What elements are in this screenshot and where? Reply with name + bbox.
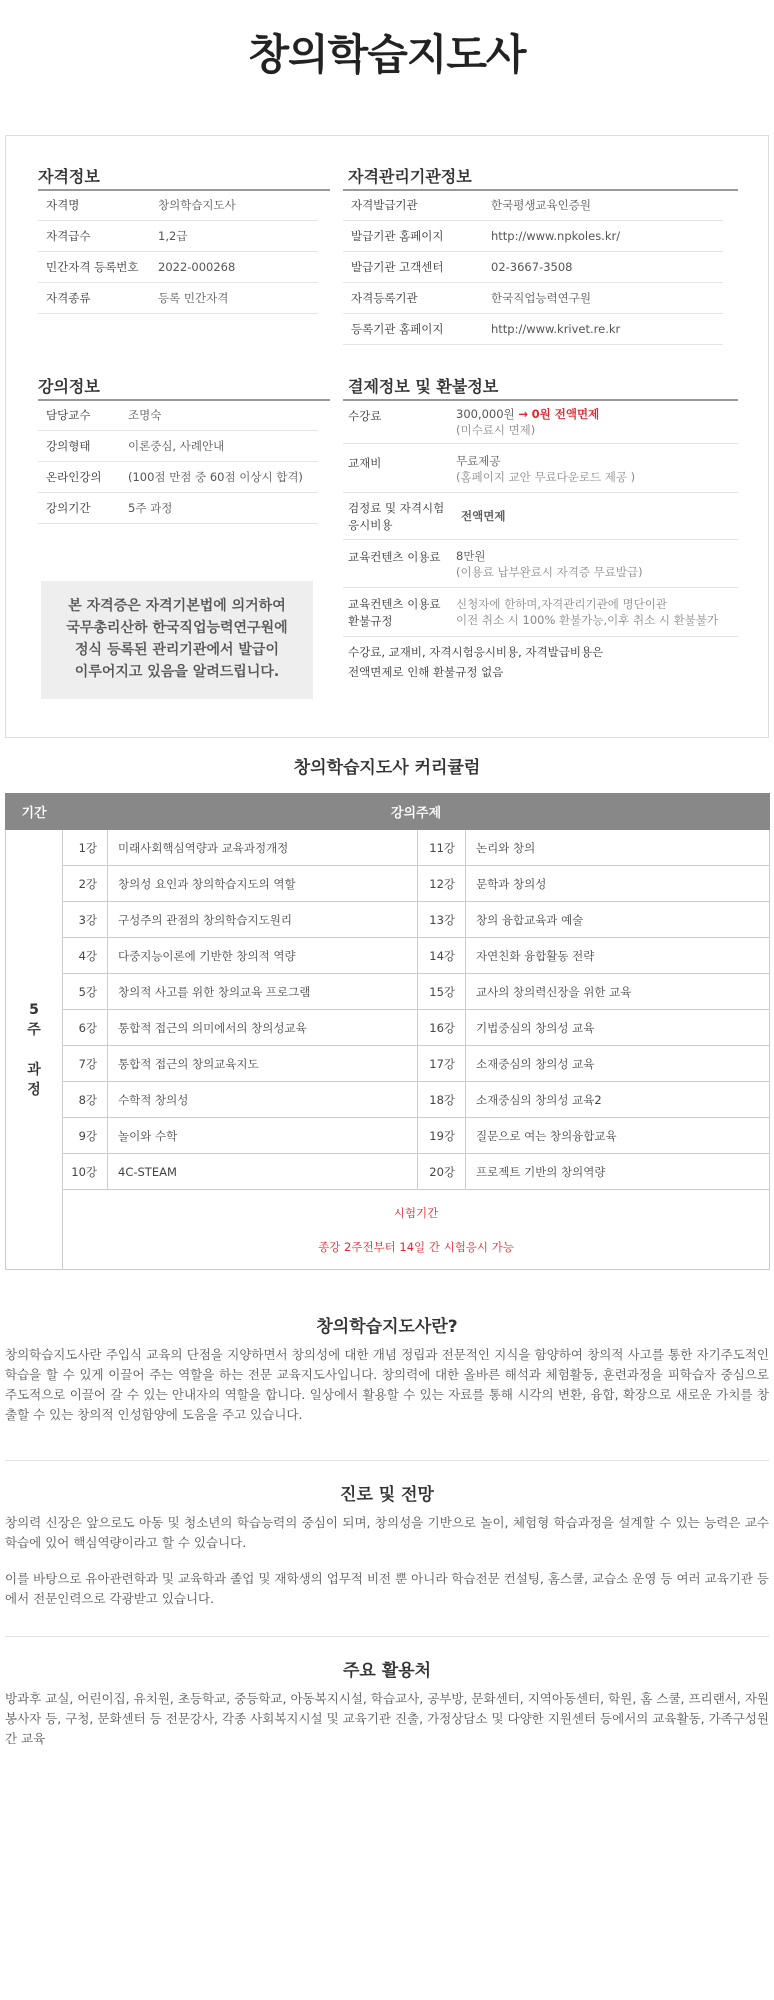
certificate-notice: 본 자격증은 자격기본법에 의거하여 국무총리산하 한국직업능력연구원에 정식 등록된 관리기관에서 발급이 이루어지고 있음을 알려드립니다.: [41, 581, 313, 699]
org-heading: 자격관리기관정보: [348, 167, 472, 186]
org-row: 등록기관 홈페이지 http://www.krivet.re.kr: [343, 314, 723, 345]
lesson-topic: 질문으로 여는 창의융합교육: [466, 1118, 770, 1154]
about-title: 창의학습지도사란?: [316, 1317, 458, 1337]
lesson-topic: 수학적 창의성: [108, 1082, 418, 1118]
qual-row: 자격명 창의학습지도사: [38, 190, 318, 221]
org-row: 발급기관 홈페이지 http://www.npkoles.kr/: [343, 221, 723, 252]
lesson-number: 10강: [63, 1154, 108, 1190]
lesson-topic: 미래사회핵심역량과 교육과정개정: [108, 830, 418, 866]
lesson-number: 20강: [418, 1154, 466, 1190]
lesson-number: 5강: [63, 974, 108, 1010]
lesson-number: 3강: [63, 902, 108, 938]
pay-row-refund: 교육컨텐츠 이용료 환불규정 신청자에 한하며,자격관리기관에 명단이관 이전 취소 시 100% 환불가능,이후 취소 시 환불불가: [343, 589, 738, 637]
lesson-topic: 자연친화 융합활동 전략: [466, 938, 770, 974]
issuer-homepage-link[interactable]: http://www.npkoles.kr/: [491, 229, 621, 243]
career-paragraph-1: 창의력 신장은 앞으로도 아동 및 청소년의 학습능력의 중심이 되며, 창의성을 기반으로 놀이, 체험형 학습과정을 설계할 수 있는 능력은 교수 학습에 있어 핵심역량이라고 할 수 있습니다.: [5, 1515, 769, 1550]
table-row: [6, 1082, 770, 1118]
lesson-number: 12강: [418, 866, 466, 902]
org-row: 자격등록기관 한국직업능력연구원: [343, 283, 723, 314]
lesson-number: 6강: [63, 1010, 108, 1046]
period-cell: 5 주 과 정: [6, 830, 63, 1270]
lesson-topic: 소재중심의 창의성 교육: [466, 1046, 770, 1082]
lesson-number: 14강: [418, 938, 466, 974]
lesson-topic: 창의 융합교육과 예술: [466, 902, 770, 938]
table-row: [6, 1010, 770, 1046]
exam-title: 시험기간: [393, 1205, 439, 1220]
lesson-number: 4강: [63, 938, 108, 974]
table-row: [6, 1154, 770, 1190]
org-row: 자격발급기관 한국평생교육인증원: [343, 190, 723, 221]
lesson-topic: 기법중심의 창의성 교육: [466, 1010, 770, 1046]
career-paragraph-2: 이를 바탕으로 유아관련학과 및 교육학과 졸업 및 재학생의 업무적 비전 뿐 아니라 학습전문 컨설팅, 홈스쿨, 교습소 운영 등 여러 교육기관 등에서 전문인력으로 각광받고 있습니다.: [5, 1571, 769, 1606]
lecture-row: 강의형태 이론중심, 사례안내: [38, 431, 318, 462]
lesson-topic: 창의적 사고를 위한 창의교육 프로그램: [108, 974, 418, 1010]
exam-row: [6, 1190, 770, 1270]
lesson-topic: 통합적 접근의 창의교육지도: [108, 1046, 418, 1082]
lesson-number: 19강: [418, 1118, 466, 1154]
career-title: 진로 및 전망: [340, 1485, 434, 1505]
org-row: 발급기관 고객센터 02-3667-3508: [343, 252, 723, 283]
lesson-number: 18강: [418, 1082, 466, 1118]
qual-row: 자격종류 등록 민간자격: [38, 283, 318, 314]
lesson-number: 8강: [63, 1082, 108, 1118]
lecture-row: 강의기간 5주 과정: [38, 493, 318, 524]
refund-footnote: 수강료, 교재비, 자격시험응시비용, 자격발급비용은 전액면제로 인해 환불규정 없음: [348, 645, 604, 679]
lesson-number: 15강: [418, 974, 466, 1010]
lesson-topic: 논리와 창의: [466, 830, 770, 866]
curriculum-header-row: [6, 794, 770, 830]
page-title: 창의학습지도사: [248, 30, 526, 79]
registrar-homepage-link[interactable]: http://www.krivet.re.kr: [491, 322, 621, 336]
info-box: [5, 135, 769, 738]
qual-row: 민간자격 등록번호 2022-000268: [38, 252, 318, 283]
payment-heading: 결제정보 및 환불정보: [348, 377, 499, 396]
lecture-row: 온라인강의 (100점 만점 중 60점 이상시 합격): [38, 462, 318, 493]
lesson-topic: 4C-STEAM: [108, 1154, 418, 1190]
lesson-topic: 놀이와 수학: [108, 1118, 418, 1154]
pay-row-material: 교재비 무료제공 (홈페이지 교안 무료다운로드 제공 ): [343, 445, 738, 493]
divider: [5, 1460, 769, 1461]
curriculum-table: [5, 793, 770, 1270]
curriculum-title: 창의학습지도사 커리큘럼: [293, 758, 481, 778]
lesson-topic: 프로젝트 기반의 창의역량: [466, 1154, 770, 1190]
pay-row-content: 교육컨텐츠 이용료 8만원 (이용료 납부완료시 자격증 무료발급): [343, 541, 738, 588]
table-row: [6, 1046, 770, 1082]
lesson-number: 13강: [418, 902, 466, 938]
table-row: [6, 938, 770, 974]
lesson-number: 9강: [63, 1118, 108, 1154]
exam-period-cell: [63, 1190, 770, 1270]
lesson-number: 17강: [418, 1046, 466, 1082]
usage-title: 주요 활용처: [342, 1661, 432, 1681]
lesson-topic: 구성주의 관점의 창의학습지도원리: [108, 902, 418, 938]
lesson-topic: 통합적 접근의 의미에서의 창의성교육: [108, 1010, 418, 1046]
table-row: [6, 1118, 770, 1154]
qual-heading: 자격정보: [38, 167, 100, 186]
table-row: [6, 866, 770, 902]
table-row: [6, 974, 770, 1010]
exam-note: 종강 2주전부터 14일 간 시험응시 가능: [318, 1239, 514, 1254]
lesson-number: 1강: [63, 830, 108, 866]
usage-body: 방과후 교실, 어린이집, 유치원, 초등학교, 중등학교, 아동복지시설, 학습교사, 공부방, 문화센터, 지역아동센터, 학원, 홈 스쿨, 프리랜서, 자원봉사자 등, 구청, 문화센터 등 전문강사, 각종 사회복지시설 및 교육기관 진출, 가정상담소 및 다양한 지원센터 등에서의 교육활동, 가족구성원 간 교육: [5, 1691, 769, 1746]
col-period: 기간: [6, 794, 63, 830]
lecture-row: 담당교수 조명숙: [38, 400, 318, 431]
lesson-topic: 문학과 창의성: [466, 866, 770, 902]
table-row: [6, 830, 770, 866]
divider: [5, 1636, 769, 1637]
lesson-topic: 교사의 창의력신장을 위한 교육: [466, 974, 770, 1010]
lesson-number: 7강: [63, 1046, 108, 1082]
qual-row: 자격급수 1,2급: [38, 221, 318, 252]
lesson-topic: 다중지능이론에 기반한 창의적 역량: [108, 938, 418, 974]
lesson-topic: 소재중심의 창의성 교육2: [466, 1082, 770, 1118]
lesson-number: 16강: [418, 1010, 466, 1046]
table-row: [6, 902, 770, 938]
lesson-number: 2강: [63, 866, 108, 902]
pay-row-exam: 검정료 및 자격시험 응시비용 전액면제: [343, 494, 738, 540]
col-topic: 강의주제: [63, 794, 770, 830]
lesson-topic: 창의성 요인과 창의학습지도의 역할: [108, 866, 418, 902]
lecture-heading: 강의정보: [38, 377, 100, 396]
lesson-number: 11강: [418, 830, 466, 866]
pay-row-tuition: 수강료 300,000원 → 0원 전액면제 (미수료시 면제): [343, 400, 738, 444]
about-body: 창의학습지도사란 주입식 교육의 단점을 지양하면서 창의성에 대한 개념 정립과 전문적인 지식을 함양하여 창의적 사고를 통한 자기주도적인 학습을 할 수 있게 이끌어 주는 역할을 하는 전문 교육지도사입니다. 창의력에 대한 올바른 해석과 체험활동, 훈련과정을 피학습자 중심으로 주도적으로 이끌어 갈 수 있는 안내자의 역할을 합니다. 일상에서 활용할 수 있는 자료를 통해 시각의 변환, 융합, 확장으로 새로운 가치를 창출할 수 있는 창의적 인성함양에 도움을 주고 있습니다.: [5, 1347, 769, 1422]
